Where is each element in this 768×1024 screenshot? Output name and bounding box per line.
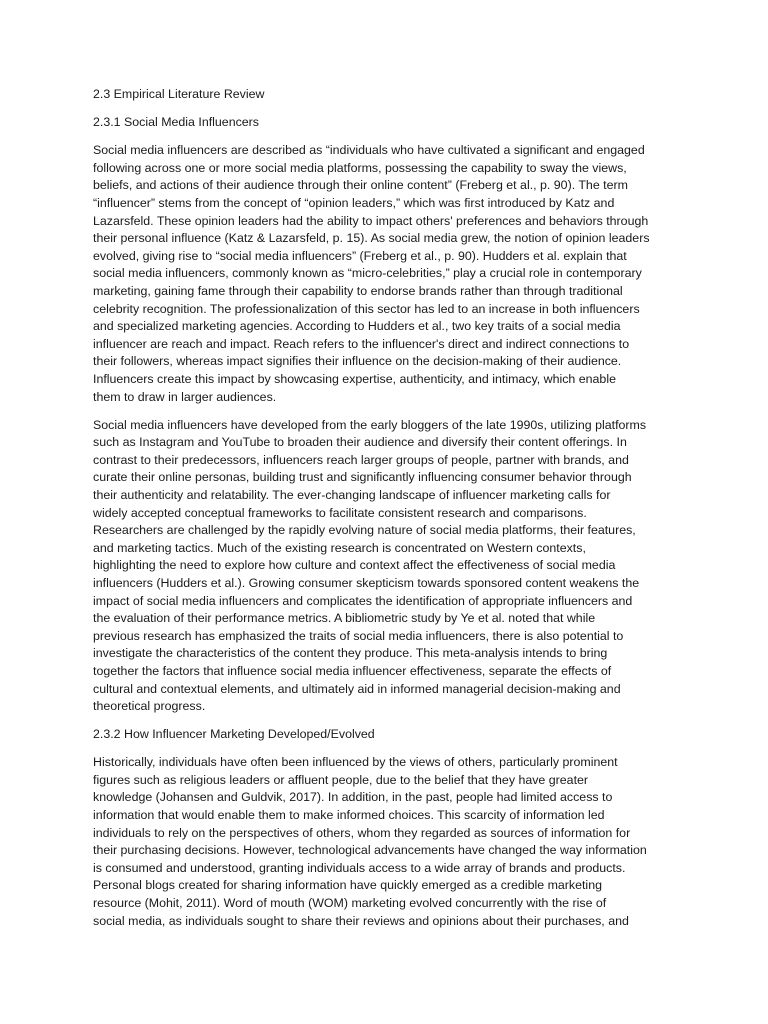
text-line: the evaluation of their performance metrics. A bibliometric study by Ye et al. noted that while (93, 611, 596, 626)
text-line: their purchasing decisions. However, technological advancements have changed the way information (93, 843, 647, 858)
text-line: impact of social media influencers and complicates the identification of appropriate influencers and (93, 593, 633, 608)
heading-empirical-literature-review: 2.3 Empirical Literature Review (93, 87, 265, 101)
text-line: Historically, individuals have often been influenced by the views of others, particularly prominent (93, 755, 618, 770)
text-line: previous research has emphasized the traits of social media influencers, there is also potential to (93, 628, 624, 643)
text-line: Social media influencers have developed from the early bloggers of the late 1990s, utilizing platforms (93, 417, 647, 432)
text-line: is consumed and understood, granting individuals access to a wide array of brands and products. (93, 860, 626, 875)
text-line: and specialized marketing agencies. According to Hudders et al., two key traits of a social media (93, 319, 621, 334)
text-line: theoretical progress. (93, 699, 206, 714)
text-line: highlighting the need to explore how culture and context affect the effectiveness of social media (93, 558, 616, 573)
text-line: resource (Mohit, 2011). Word of mouth (WOM) marketing evolved concurrently with the rise of (93, 896, 607, 911)
text-line: Researchers are challenged by the rapidly evolving nature of social media platforms, their features, (93, 523, 636, 538)
text-line: figures such as religious leaders or affluent people, due to the belief that they have greater (93, 772, 589, 787)
text-line: social media influencers, commonly known as “micro-celebrities,” play a crucial role in contemporary (93, 266, 642, 281)
text-line: curate their online personas, building trust and significantly influencing consumer behavior through (93, 470, 632, 485)
text-line: contrast to their predecessors, influencers reach larger groups of people, partner with brands, and (93, 452, 629, 467)
text-line: their followers, whereas impact signifies their influence on the decision-making of their audience. (93, 354, 622, 369)
text-line: investigate the characteristics of the content they produce. This meta-analysis intends to bring (93, 646, 608, 661)
text-line: and marketing tactics. Much of the existing research is concentrated on Western contexts, (93, 540, 586, 555)
text-line: Lazarsfeld. These opinion leaders had the ability to impact others' preferences and behaviors through (93, 213, 649, 228)
text-line: social media, as individuals sought to share their reviews and opinions about their purchases, and (93, 913, 629, 928)
text-line: evolved, giving rise to “social media influencers” (Freberg et al., p. 90). Hudders et al. explain that (93, 248, 627, 263)
text-line: knowledge (Johansen and Guldvik, 2017). In addition, in the past, people had limited access to (93, 790, 613, 805)
text-line: together the factors that influence social media influencer effectiveness, separate the effects of (93, 663, 612, 678)
text-line: celebrity recognition. The professionalization of this sector has led to an increase in both influencers (93, 301, 640, 316)
text-line: information that would enable them to make informed choices. This scarcity of information led (93, 808, 605, 823)
text-line: widely accepted conceptual frameworks to facilitate consistent research and comparisons. (93, 505, 587, 520)
text-line: influencers (Hudders et al.). Growing consumer skepticism towards sponsored content weakens the (93, 575, 640, 590)
text-line: cultural and contextual elements, and ultimately aid in informed managerial decision-making and (93, 681, 621, 696)
paragraph-influencer-marketing-history (93, 754, 683, 930)
text-line: “influencer” stems from the concept of “opinion leaders,” which was first introduced by Katz and (93, 195, 615, 210)
text-line: marketing, gaining fame through their capability to endorse brands rather than through traditional (93, 283, 623, 298)
text-line: them to draw in larger audiences. (93, 389, 277, 404)
paragraph-influencers-development (93, 417, 683, 716)
paragraph-influencers-definition (93, 142, 683, 406)
text-line: their authenticity and relatability. The ever-changing landscape of influencer marketing calls for (93, 487, 611, 502)
text-line: their personal influence (Katz & Lazarsfeld, p. 15). As social media grew, the notion of opinion leaders (93, 231, 650, 246)
text-line: following across one or more social media platforms, possessing the capability to sway the views, (93, 160, 627, 175)
text-line: influencer are reach and impact. Reach refers to the influencer's direct and indirect connections to (93, 336, 630, 351)
text-line: individuals to rely on the perspectives of others, whom they regarded as sources of information for (93, 825, 631, 840)
heading-social-media-influencers: 2.3.1 Social Media Influencers (93, 115, 259, 130)
text-line: such as Instagram and YouTube to broaden their audience and diversify their content offerings. In (93, 435, 627, 450)
text-line: Influencers create this impact by showcasing expertise, authenticity, and intimacy, which enable (93, 371, 616, 386)
heading-influencer-marketing-evolved: 2.3.2 How Influencer Marketing Developed/Evolved (93, 727, 375, 742)
document-page (93, 86, 683, 941)
text-line: Personal blogs created for sharing information have quickly emerged as a credible marketing (93, 878, 602, 893)
text-line: Social media influencers are described as “individuals who have cultivated a significant and engaged (93, 143, 645, 158)
text-line: beliefs, and actions of their audience through their online content” (Freberg et al., p. 90). The term (93, 178, 628, 193)
